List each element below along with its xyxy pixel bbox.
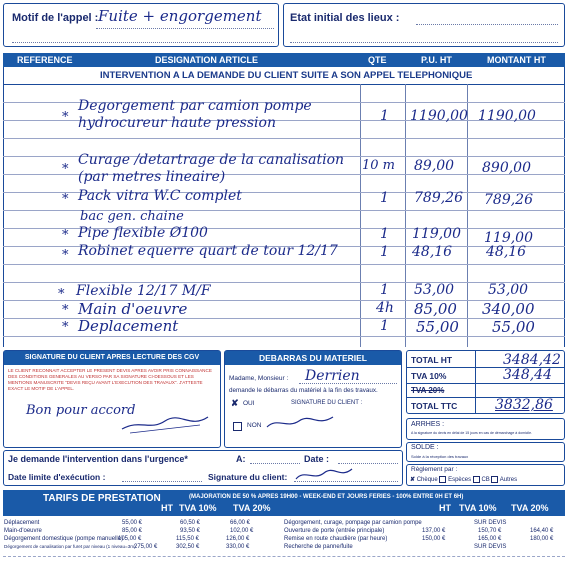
row-montant: 53,00 xyxy=(488,282,529,298)
signature-handwritten: Bon pour accord xyxy=(26,403,136,418)
total-ht-value: 3484,42 xyxy=(503,352,561,368)
tarif-label: Dégorgement, curage, pompage par camion pompe xyxy=(284,520,422,526)
especes-label: Espèces xyxy=(448,477,472,484)
solde-label: SOLDE : xyxy=(411,444,439,451)
row-montant: 119,00 xyxy=(484,230,533,246)
row-montant: 789,26 xyxy=(484,192,533,208)
row-designation: Pipe flexible Ø100 xyxy=(78,225,208,241)
tarif-row xyxy=(284,528,554,534)
arrhes-note: A la signature du devis en délai de 15 jours en cas de démarchage à domicile. xyxy=(411,431,533,435)
urgence-date-label: Date : xyxy=(304,454,330,464)
row-montant: 340,00 xyxy=(482,300,535,318)
row-designation: Degorgement par camion pompe hydrocureur haute pression xyxy=(78,98,312,131)
row-qte: 1 xyxy=(380,318,389,334)
especes-checkbox[interactable] xyxy=(439,476,446,483)
row-qte: 4h xyxy=(376,300,394,316)
row-designation: bac gen. chaine xyxy=(80,209,184,224)
debarras-demande: demande le débarras du matériel à la fin des travaux. xyxy=(229,387,378,394)
tarif-tva20: 102,00 € xyxy=(230,528,254,534)
row-designation: Robinet equerre quart de tour 12/17 xyxy=(78,243,338,259)
urgence-box xyxy=(3,450,403,486)
tarif-row xyxy=(4,544,250,550)
autres-checkbox[interactable] xyxy=(491,476,498,483)
non-checkbox[interactable] xyxy=(233,422,242,431)
tva20-label: TVA 20% xyxy=(411,386,445,395)
tarif-row xyxy=(4,520,251,526)
debarras-title: DEBARRAS DU MATERIEL xyxy=(225,351,401,365)
urgence-limit-label: Date limite d'exécution : xyxy=(8,472,106,482)
payment-options xyxy=(410,476,517,483)
row-pu: 55,00 xyxy=(416,318,459,336)
row-designation: Flexible 12/17 M/F xyxy=(76,283,211,299)
row-qte: 1 xyxy=(380,282,389,298)
row-pu: 789,26 xyxy=(414,190,463,206)
bottom-divider xyxy=(3,556,565,557)
row-pu: 89,00 xyxy=(414,158,455,174)
tarif-ht: 105,00 € xyxy=(118,536,142,542)
tarifs-title: TARIFS DE PRESTATION xyxy=(43,493,161,504)
debarras-signature-scribble xyxy=(265,413,335,433)
row-designation: Pack vitra W.C complet xyxy=(78,188,242,204)
total-ttc-label: TOTAL TTC xyxy=(411,401,458,411)
row-qte: 10 m xyxy=(362,158,396,173)
debarras-name: Derrien xyxy=(305,368,360,384)
tarif-tva10: 115,50 € xyxy=(176,536,199,542)
urgence-a-label: A: xyxy=(236,454,246,464)
col-pu: P.U. HT xyxy=(421,55,452,65)
tarif-tva20: 66,00 € xyxy=(230,520,251,526)
tarif-tva10: 93,50 € xyxy=(180,528,201,534)
tarif-ht: SUR DEVIS xyxy=(474,520,507,526)
tva10-value: 348,44 xyxy=(503,367,552,383)
tarif-tva10: 302,50 € xyxy=(176,544,200,550)
tarif-label: Dégorgement de canalisation par furet par niveau (1 niveau=3m) xyxy=(4,544,136,549)
row-montant: 55,00 xyxy=(492,318,535,336)
urgence-label: Je demande l'intervention dans l'urgence* xyxy=(8,454,188,464)
col-montant: MONTANT HT xyxy=(487,55,546,65)
tarifs-head-tva10: TVA 10% xyxy=(179,503,217,513)
col-designation: DESIGNATION ARTICLE xyxy=(155,55,258,65)
cb-checkbox[interactable] xyxy=(473,476,480,483)
row-designation: Deplacement xyxy=(78,317,179,335)
solde-note: Solde à la réception des travaux xyxy=(411,454,469,459)
motif-label: Motif de l'appel : xyxy=(12,12,99,24)
autres-label: Autres xyxy=(499,477,518,484)
row-designation: Main d'oeuvre xyxy=(78,300,188,318)
motif-value: Fuite + engorgement xyxy=(98,7,262,25)
tarif-label: Dégorgement domestique (pompe manuelle) xyxy=(4,536,124,542)
debarras-box xyxy=(224,350,402,448)
row-bullet: * xyxy=(62,110,69,125)
tarif-label: Ouverture de porte (entrée principale) xyxy=(284,528,385,534)
col-qte: QTE xyxy=(368,55,387,65)
tarif-ht: 150,00 € xyxy=(422,536,446,542)
table-subtitle: INTERVENTION A LA DEMANDE DU CLIENT SUITE A SON APPEL TELEPHONIQUE xyxy=(100,70,473,81)
total-ht-label: TOTAL HT xyxy=(411,355,453,365)
signature-title: SIGNATURE DU CLIENT APRES LECTURE DES CGV xyxy=(4,351,220,365)
etat-box xyxy=(283,3,565,47)
total-ttc-value: 3832,86 xyxy=(495,397,553,413)
urgence-sig-label: Signature du client: xyxy=(208,472,288,482)
reglement-box xyxy=(406,464,565,486)
tarif-tva20: 180,00 € xyxy=(530,536,554,542)
tarif-ht: 275,00 € xyxy=(134,544,158,550)
row-qte: 1 xyxy=(380,226,389,242)
table-header xyxy=(3,53,565,67)
col-reference: REFERENCE xyxy=(17,55,73,65)
row-pu: 53,00 xyxy=(414,282,455,298)
tarif-row xyxy=(284,536,554,542)
signature-box xyxy=(3,350,221,448)
tarif-tva20: 164,40 € xyxy=(530,528,554,534)
oui-checkbox[interactable]: ✘ xyxy=(231,398,239,408)
tarif-ht: 55,00 € xyxy=(122,520,143,526)
tva10-label: TVA 10% xyxy=(411,371,447,381)
row-montant: 48,16 xyxy=(486,244,527,260)
etat-label: Etat initial des lieux : xyxy=(290,12,400,24)
tarif-row xyxy=(4,528,254,534)
tarif-tva20: 126,00 € xyxy=(226,536,250,542)
urgence-signature-scribble xyxy=(294,465,354,485)
row-pu: 85,00 xyxy=(414,300,457,318)
row-qte: 1 xyxy=(380,244,389,260)
tarifs-head-ht-right: HT xyxy=(439,503,451,513)
signature-legal: LE CLIENT RECONNAIT ACCEPTER LE PRESENT DEVIS APRES AVOIR PRIS CONNAISSANCE DES CONDITIONS GENERALES AU VERSO PAR SA SIGNATURE CI-DESSOUS ET LES MENTIONS MANUSCRITE "DEVIS REÇU AVANT L'EXECUTION DES TRAVAUX". J'ATTESTE EXACT LE MOTIF DE L'APPEL. xyxy=(8,368,212,391)
oui-label: OUI xyxy=(243,400,255,407)
tarif-ht: SUR DEVIS xyxy=(474,544,507,550)
tarif-row xyxy=(284,544,507,550)
debarras-madame: Madame, Monsieur : xyxy=(229,375,289,382)
row-designation: Curage /detartrage de la canalisation (par metres lineaire) xyxy=(78,152,345,185)
tarif-tva10: 165,00 € xyxy=(478,536,502,542)
tarif-label: Déplacement xyxy=(4,520,40,526)
arrhes-box xyxy=(406,418,565,440)
tarifs-head-tva20-right: TVA 20% xyxy=(511,503,549,513)
cheque-label: Chèque xyxy=(416,477,438,484)
debarras-sig-label: SIGNATURE DU CLIENT : xyxy=(291,400,363,406)
tarif-ht: 137,00 € xyxy=(422,528,446,534)
tarif-tva10: 60,50 € xyxy=(180,520,201,526)
cb-label: CB xyxy=(481,477,490,484)
motif-box xyxy=(3,3,279,47)
tarifs-head-tva20: TVA 20% xyxy=(233,503,271,513)
row-montant: 890,00 xyxy=(482,160,531,176)
tarifs-note: (MAJORATION DE 50 % APRES 19H00 - WEEK-END ET JOURS FERIES - 100% ENTRE 0H ET 6H) xyxy=(189,494,464,500)
tarif-ht: 85,00 € xyxy=(122,528,143,534)
arrhes-label: ARRHES : xyxy=(411,421,445,428)
tarif-tva10: 150,70 € xyxy=(478,528,502,534)
row-qte: 1 xyxy=(380,190,389,206)
tarif-label: Main-d'oeuvre xyxy=(4,528,42,534)
tarifs-band xyxy=(3,490,565,516)
solde-box xyxy=(406,442,565,462)
tarif-label: Remise en route chaudière (par heure) xyxy=(284,536,388,542)
tarif-tva20: 330,00 € xyxy=(226,544,250,550)
row-pu: 1190,00 xyxy=(410,108,468,124)
tarifs-head-tva10-right: TVA 10% xyxy=(459,503,497,513)
client-signature-scribble xyxy=(120,411,210,435)
reglement-label: Règlement par : xyxy=(411,466,458,473)
cheque-checkbox[interactable]: ✘ xyxy=(410,477,416,484)
row-pu: 48,16 xyxy=(412,244,453,260)
row-montant: 1190,00 xyxy=(478,108,536,124)
tarif-label: Recherche de panne/fuite xyxy=(284,544,353,550)
non-label: NON xyxy=(247,422,262,429)
row-pu: 119,00 xyxy=(412,226,461,242)
totals-box xyxy=(406,350,565,414)
tarif-row xyxy=(284,520,507,526)
row-qte: 1 xyxy=(380,108,389,124)
tarif-row xyxy=(4,536,250,542)
tarifs-head-ht: HT xyxy=(161,503,173,513)
